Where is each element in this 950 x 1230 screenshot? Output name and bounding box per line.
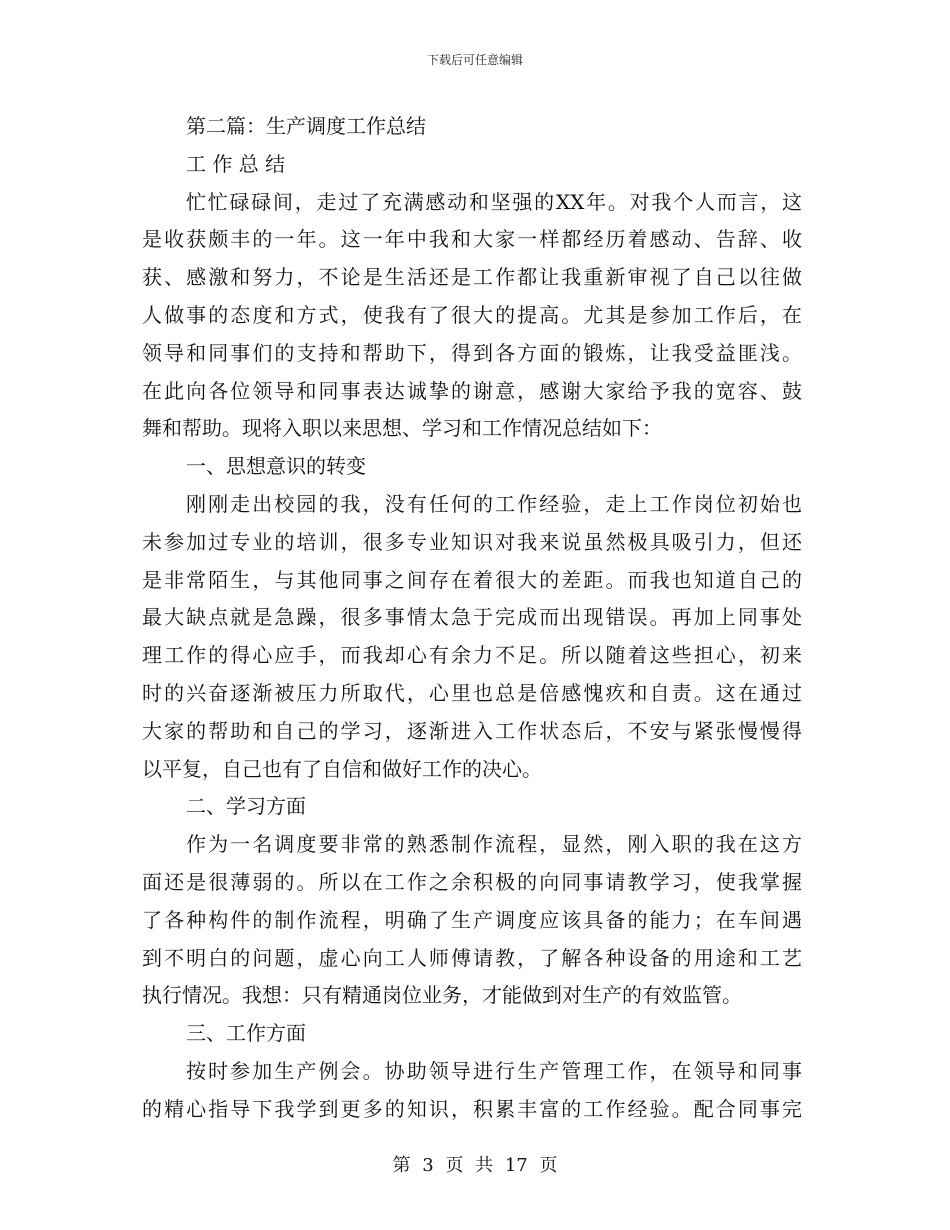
paragraph-line: 领导和同事们的支持和帮助下，得到各方面的锻炼，让我受益匪浅。 [142,340,802,365]
paragraph-line: 以平复，自己也有了自信和做好工作的决心。 [142,756,542,781]
paragraph-line: 是非常陌生，与其他同事之间存在着很大的差距。而我也知道自己的 [142,567,802,592]
paragraph-line: 是收获颇丰的一年。这一年中我和大家一样都经历着感动、告辞、收 [142,227,802,252]
paragraph-line: 最大缺点就是急躁，很多事情太急于完成而出现错误。再加上同事处 [142,605,802,630]
paragraph-line: 未参加过专业的培训，很多专业知识对我来说虽然极具吸引力，但还 [142,529,802,554]
paragraph-line: 到不明白的问题，虚心向工人师傅请教，了解各种设备的用途和工艺 [142,945,802,970]
paragraph-line: 了各种构件的制作流程，明确了生产调度应该具备的能力；在车间遇 [142,907,802,932]
section-heading: 三、工作方面 [186,1021,306,1046]
paragraph-line: 刚刚走出校园的我，没有任何的工作经验，走上工作岗位初始也 [186,491,802,516]
paragraph-line: 执行情况。我想：只有精通岗位业务，才能做到对生产的有效监管。 [142,983,742,1008]
section-title: 工 作 总 结 [186,151,286,176]
section-heading: 一、思想意识的转变 [186,454,366,479]
page-number: 第 3 页 共 17 页 [392,1155,558,1176]
paragraph-line: 作为一名调度要非常的熟悉制作流程，显然，刚入职的我在这方 [186,832,802,857]
paragraph-line: 面还是很薄弱的。所以在工作之余积极的向同事请教学习，使我掌握 [142,869,802,894]
paragraph-line: 理工作的得心应手，而我却心有余力不足。所以随着这些担心，初来 [142,643,802,668]
paragraph-line: 按时参加生产例会。协助领导进行生产管理工作，在领导和同事 [186,1058,802,1083]
document-body [142,108,802,1129]
paragraph-line: 获、感激和努力，不论是生活还是工作都让我重新审视了自己以往做 [142,265,802,290]
paragraph-line: 时的兴奋逐渐被压力所取代，心里也总是倍感愧疚和自责。这在通过 [142,680,802,705]
paragraph-line: 舞和帮助。现将入职以来思想、学习和工作情况总结如下： [142,416,662,441]
page-header-note: 下载后可任意编辑 [426,53,523,67]
paragraph-line: 人做事的态度和方式，使我有了很大的提高。尤其是参加工作后，在 [142,302,802,327]
document-title: 第二篇：生产调度工作总结 [186,114,426,138]
section-heading: 二、学习方面 [186,794,306,819]
paragraph-line: 大家的帮助和自己的学习，逐渐进入工作状态后，不安与紧张慢慢得 [142,718,802,743]
paragraph-line: 在此向各位领导和同事表达诚挚的谢意，感谢大家给予我的宽容、鼓 [142,378,802,403]
paragraph-line: 的精心指导下我学到更多的知识，积累丰富的工作经验。配合同事完 [142,1096,802,1121]
paragraph-line: 忙忙碌碌间，走过了充满感动和坚强的XX年。对我个人而言，这 [186,189,802,214]
